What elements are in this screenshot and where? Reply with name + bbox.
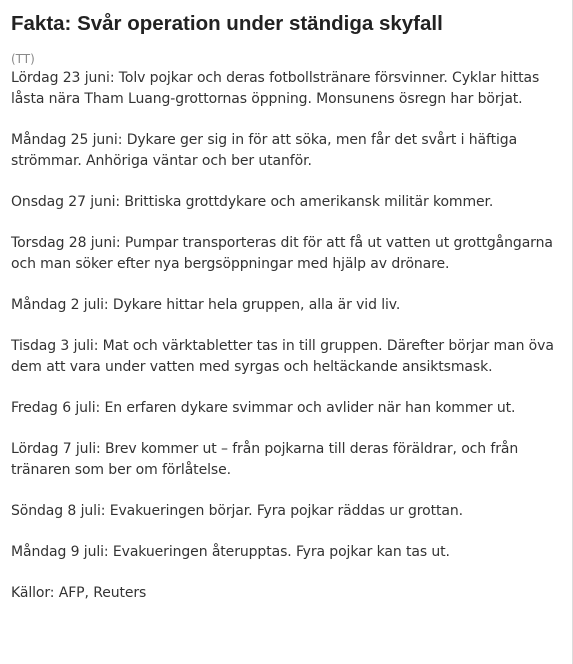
timeline-entry: Fredag 6 juli: En erfaren dykare svimmar och avlider när han kommer ut. — [11, 400, 516, 416]
timeline-entry: Söndag 8 juli: Evakueringen börjar. Fyra pojkar räddas ur grottan. — [11, 503, 463, 519]
timeline-entry: Torsdag 28 juni: Pumpar transporteras dit för att få ut vatten ut grottgångarna och man söker efter nya bergsöppningar med hjälp av drönare. — [11, 235, 553, 272]
timeline-entry: Lördag 23 juni: Tolv pojkar och deras fotbollstränare försvinner. Cyklar hittas låsta nära Tham Luang-grottornas öppning. Monsunens ösregn har börjat. — [11, 70, 540, 107]
timeline-entry: Måndag 9 juli: Evakueringen återupptas. Fyra pojkar kan tas ut. — [11, 544, 450, 560]
sources-line: Källor: AFP, Reuters — [11, 585, 147, 601]
timeline-entry: Måndag 25 juni: Dykare ger sig in för att söka, men får det svårt i häftiga strömmar. Anhöriga väntar och ber utanför. — [11, 132, 518, 169]
timeline-entry: Måndag 2 juli: Dykare hittar hela gruppen, alla är vid liv. — [11, 297, 401, 313]
timeline-entry: Tisdag 3 juli: Mat och värktabletter tas in till gruppen. Därefter börjar man öva dem att vara under vatten med syrgas och heltäckande ansiktsmask. — [11, 338, 554, 375]
timeline-entry: Onsdag 27 juni: Brittiska grottdykare och amerikansk militär kommer. — [11, 194, 494, 210]
source-label: (TT) — [11, 52, 35, 66]
headline: Fakta: Svår operation under ständiga skyfall — [11, 12, 443, 35]
timeline-entry: Lördag 7 juli: Brev kommer ut – från pojkarna till deras föräldrar, och från tränaren som ber om förlåtelse. — [11, 441, 519, 478]
timeline-list — [11, 68, 572, 604]
